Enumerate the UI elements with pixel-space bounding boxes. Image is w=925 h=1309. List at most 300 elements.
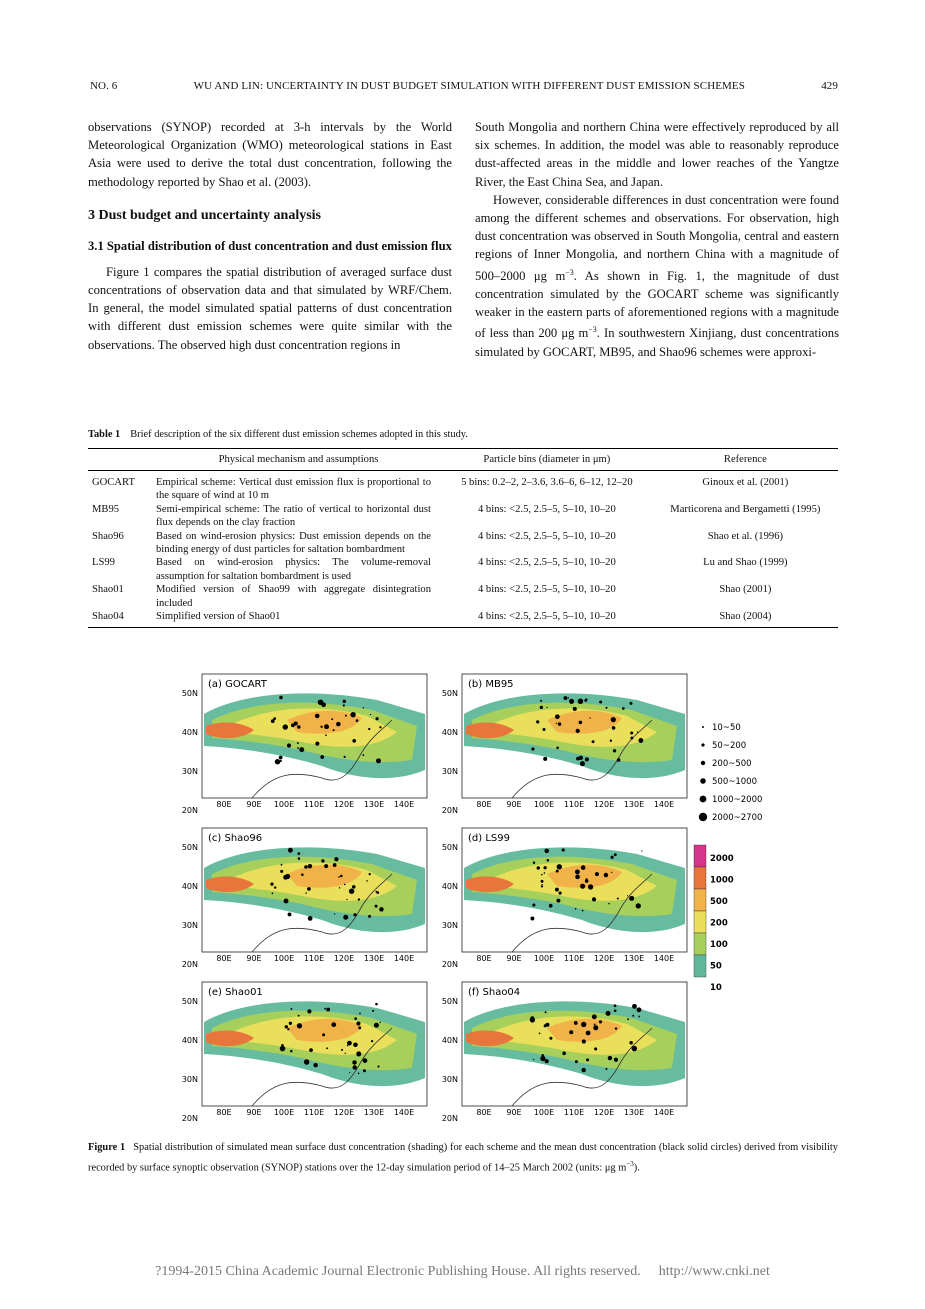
station-dot: [546, 859, 549, 862]
station-dot: [558, 722, 561, 725]
station-dot: [281, 864, 283, 866]
paragraph: Figure 1 compares the spatial distribution of averaged surface dust concentrations of observation data and that simulated by WRF/Chem. In general, the model simulated spatial patterns of dust concentration with different dust emission schemes were quite similar with the observations. The observed high dust concentration regions in: [88, 264, 452, 352]
station-dot: [630, 736, 633, 739]
station-dot: [556, 899, 560, 903]
station-dot: [271, 719, 275, 723]
panel-label: (a) GOCART: [208, 679, 267, 690]
station-dot: [279, 696, 283, 700]
station-dot: [325, 734, 327, 736]
station-dot: [290, 1008, 292, 1010]
station-dot: [345, 1053, 346, 1054]
station-dot: [379, 1022, 380, 1023]
station-dot: [605, 707, 607, 709]
station-dot: [285, 1025, 288, 1028]
station-dot: [352, 885, 356, 889]
lon-label: 130E: [623, 954, 645, 963]
station-dot: [290, 1050, 293, 1053]
station-dot: [617, 758, 621, 762]
colorbar-label: 500: [710, 897, 728, 907]
station-dot: [321, 702, 326, 707]
lat-label: 30N: [441, 921, 458, 930]
station-dot: [585, 879, 589, 883]
lat-label: 20N: [441, 1114, 458, 1123]
lon-label: 90E: [246, 954, 262, 963]
reference-cell: Shao (2004): [653, 610, 838, 628]
table-header: [88, 449, 156, 471]
lon-label: 140E: [393, 1108, 415, 1117]
station-dot: [595, 872, 599, 876]
lat-label: 20N: [441, 806, 458, 815]
station-dot: [349, 1072, 350, 1073]
station-dot: [307, 887, 311, 891]
colorbar-label: 2000: [710, 854, 734, 864]
station-dot: [636, 903, 641, 908]
station-dot: [344, 756, 346, 758]
station-dot: [324, 864, 328, 868]
station-dot: [309, 1048, 313, 1052]
station-dot: [576, 729, 580, 733]
station-dot: [322, 1033, 325, 1036]
station-dot: [594, 1047, 597, 1050]
right-column: [475, 118, 839, 361]
colorbar-segment: [694, 933, 706, 955]
station-dot: [611, 872, 612, 873]
table-header: Particle bins (diameter in μm): [441, 449, 653, 471]
station-dot: [288, 912, 292, 916]
station-dot: [622, 707, 625, 710]
station-dot: [280, 760, 282, 762]
station-dot: [363, 1058, 368, 1063]
station-dot: [557, 864, 562, 869]
station-dot: [297, 725, 300, 728]
station-dot: [599, 701, 602, 704]
legend-circle: [701, 743, 704, 746]
station-dot: [575, 869, 580, 874]
station-dot: [297, 852, 300, 855]
mechanism-cell: Simplified version of Shao01: [156, 610, 441, 628]
station-dot: [574, 1021, 578, 1025]
table-row: [88, 610, 838, 628]
station-dot: [374, 1023, 379, 1028]
station-dot: [530, 1017, 535, 1022]
lon-label: 130E: [363, 954, 385, 963]
bins-cell: 4 bins: <2.5, 2.5–5, 5–10, 10–20: [477, 530, 616, 542]
station-dot: [370, 714, 371, 715]
legend-circle: [699, 813, 707, 821]
station-dot: [580, 761, 585, 766]
station-dot: [588, 884, 593, 889]
station-dot: [326, 1047, 328, 1049]
lat-label: 30N: [181, 767, 198, 776]
station-dot: [585, 757, 589, 761]
mechanism-cell: Based on wind-erosion physics: Dust emission depends on the binding energy of dust particles for saltation bombardment: [156, 530, 431, 556]
station-dot: [287, 1028, 289, 1030]
station-dot: [326, 1008, 330, 1012]
scheme-name-cell: Shao04: [88, 610, 156, 628]
station-dot: [270, 882, 273, 885]
table-row: [88, 471, 838, 503]
station-dot: [592, 897, 596, 901]
table-header: Reference: [653, 449, 838, 471]
section-heading: 3 Dust budget and uncertainty analysis: [88, 207, 321, 223]
lat-label: 40N: [181, 728, 198, 737]
station-dot: [301, 873, 304, 876]
station-dot: [617, 897, 619, 899]
legend-circle: [702, 726, 704, 728]
table-caption: Table 1 Brief description of the six different dust emission schemes adopted in this study.: [88, 429, 468, 440]
reference-cell: Marticorena and Bergametti (1995): [670, 503, 821, 515]
lon-label: 140E: [653, 800, 675, 809]
station-dot: [343, 915, 348, 920]
station-dot: [531, 747, 534, 750]
station-dot: [372, 1010, 374, 1012]
bins-cell: 4 bins: <2.5, 2.5–5, 5–10, 10–20: [477, 503, 616, 515]
lon-label: 110E: [563, 1108, 585, 1117]
footer-url: http://www.cnki.net: [658, 1264, 770, 1279]
lon-label: 100E: [273, 1108, 295, 1117]
station-dot: [353, 1042, 358, 1047]
mechanism-cell: Semi-empirical scheme: The ratio of vertical to horizontal dust flux depends on the clay fraction: [156, 503, 431, 529]
lon-label: 140E: [393, 800, 415, 809]
scheme-name-cell: Shao01: [92, 584, 124, 596]
station-dot: [285, 874, 290, 879]
station-dot: [533, 1059, 534, 1060]
station-dot: [542, 884, 543, 885]
station-dot: [578, 699, 583, 704]
station-dot: [627, 895, 628, 896]
station-dot: [542, 728, 545, 731]
lon-label: 130E: [363, 800, 385, 809]
station-dot: [549, 1037, 552, 1040]
station-dot: [356, 719, 359, 722]
lon-label: 90E: [506, 800, 522, 809]
station-dot: [297, 747, 299, 749]
subsection-heading: 3.1 Spatial distribution of dust concentration and dust emission flux: [88, 238, 452, 253]
station-dot: [581, 1068, 585, 1072]
lon-label: 140E: [393, 954, 415, 963]
station-dot: [586, 1058, 589, 1061]
station-dot: [592, 740, 595, 743]
station-dot: [347, 1041, 352, 1046]
station-dot: [615, 1027, 617, 1029]
station-dot: [359, 1013, 361, 1015]
bins-cell: 5 bins: 0.2–2, 2–3.6, 3.6–6, 6–12, 12–20: [461, 477, 633, 488]
lon-label: 110E: [303, 1108, 325, 1117]
station-dot: [637, 1007, 642, 1012]
station-dot: [543, 757, 547, 761]
station-dot: [346, 899, 347, 900]
station-dot: [320, 726, 322, 728]
station-dot: [555, 714, 560, 719]
station-dot: [540, 700, 542, 702]
station-dot: [352, 739, 356, 743]
lat-label: 50N: [441, 843, 458, 852]
lon-label: 120E: [333, 1108, 355, 1117]
station-dot: [307, 1009, 311, 1013]
lon-label: 100E: [273, 954, 295, 963]
left-column: [88, 118, 452, 354]
station-dot: [611, 717, 616, 722]
station-dot: [613, 749, 616, 752]
station-dot: [638, 1016, 640, 1018]
lon-label: 130E: [363, 1108, 385, 1117]
station-dot: [358, 898, 360, 900]
figure-label: Figure 1: [88, 1142, 126, 1153]
station-dot: [315, 742, 319, 746]
lon-label: 120E: [593, 1108, 615, 1117]
station-dot: [358, 1073, 360, 1075]
station-dot: [641, 850, 642, 851]
lon-label: 80E: [216, 954, 232, 963]
bins-cell: 4 bins: <2.5, 2.5–5, 5–10, 10–20: [441, 610, 653, 628]
station-dot: [537, 866, 540, 869]
running-header: [90, 80, 838, 92]
station-dot: [287, 743, 291, 747]
lat-label: 40N: [441, 882, 458, 891]
station-dot: [294, 721, 298, 725]
lon-label: 120E: [593, 954, 615, 963]
station-dot: [304, 1059, 310, 1065]
legend-label: 10~50: [712, 723, 741, 733]
station-dot: [334, 913, 335, 914]
station-dot: [564, 696, 568, 700]
station-dot: [543, 866, 546, 869]
station-dot: [275, 759, 280, 764]
bins-cell: 4 bins: <2.5, 2.5–5, 5–10, 10–20: [477, 557, 616, 569]
lon-label: 110E: [303, 954, 325, 963]
station-dot: [630, 702, 633, 705]
station-dot: [366, 880, 368, 882]
colorbar-label: 1000: [710, 875, 734, 886]
lon-label: 120E: [333, 800, 355, 809]
colorbar-segment: [694, 911, 706, 933]
lat-label: 30N: [441, 1075, 458, 1084]
station-dot: [368, 728, 370, 730]
station-dot: [333, 729, 335, 731]
station-dot: [540, 1056, 545, 1061]
copyright: ?1994-2015 China Academic Journal Electronic Publishing House. All rights reserved.: [155, 1264, 641, 1279]
station-dot: [375, 905, 378, 908]
mechanism-cell: Based on wind-erosion physics: The volume-removal assumption for saltation bombardment is used: [156, 557, 431, 582]
legend-label: 2000~2700: [712, 813, 762, 823]
station-dot: [536, 720, 539, 723]
station-dot: [581, 865, 586, 870]
legend-label: 1000~2000: [712, 795, 762, 805]
station-dot: [297, 742, 299, 744]
lon-label: 80E: [476, 1108, 492, 1117]
lon-label: 130E: [623, 1108, 645, 1117]
station-dot: [376, 758, 381, 763]
station-dot: [308, 864, 312, 868]
station-dot: [356, 1051, 361, 1056]
station-dot: [541, 874, 543, 876]
station-dot: [604, 873, 608, 877]
station-dot: [569, 699, 574, 704]
scheme-name-cell: Shao96: [92, 530, 124, 542]
lon-label: 120E: [593, 800, 615, 809]
lat-label: 40N: [441, 1036, 458, 1045]
station-dot: [545, 1023, 549, 1027]
reference-cell: Ginoux et al. (2001): [702, 477, 789, 488]
station-dot: [321, 859, 324, 862]
lon-label: 80E: [476, 954, 492, 963]
station-dot: [371, 1040, 373, 1042]
lat-label: 50N: [181, 843, 198, 852]
station-dot: [569, 1030, 573, 1034]
reference-cell: Shao et al. (1996): [707, 530, 784, 542]
lon-label: 140E: [653, 1108, 675, 1117]
station-dot: [581, 1022, 586, 1027]
station-dot: [375, 891, 377, 893]
station-dot: [610, 856, 613, 859]
panel-label: (f) Shao04: [468, 987, 521, 998]
station-dot: [308, 916, 313, 921]
station-dot: [545, 1011, 547, 1013]
paragraph: However, considerable differences in dust concentration were found among the different schemes and observations. For observation, high dust concentration was observed in South Mongolia, central and eastern regions of Inner Mongolia, and northern China with a magnitude of 500–2000 μg $m^{-3}$. As shown in Fig. 1, the magnitude of dust concentration simulated by the GOCART scheme was significantly weaker in the eastern parts of aforementioned regions with a magnitude of less than 200 μg $m^{-3}$. In southwestern Xinjiang, dust concentrations simulated by GOCART, MB95, and Shao96 schemes were approxi-: [475, 192, 839, 359]
station-dot: [363, 707, 364, 708]
paragraph: South Mongolia and northern China were effectively reproduced by all six schemes. In addition, the model was able to reasonably reproduce dust-affected areas in the middle and lower reaches of the Yangtze River, the East China Sea, and Japan.: [475, 120, 839, 189]
scheme-name-cell: MB95: [92, 503, 120, 515]
station-dot: [582, 910, 584, 912]
station-dot: [353, 1065, 357, 1069]
lon-label: 90E: [506, 954, 522, 963]
table-label: Table 1: [88, 429, 121, 440]
station-dot: [344, 884, 346, 886]
mechanism-cell: Modified version of Shao99 with aggregate disintegration included: [156, 584, 431, 609]
station-dot: [562, 848, 565, 851]
panel-label: (e) Shao01: [208, 987, 263, 998]
station-dot: [299, 747, 304, 752]
lat-label: 30N: [441, 767, 458, 776]
legend-label: 200~500: [712, 759, 752, 769]
station-dot: [627, 1018, 629, 1020]
station-dot: [594, 1023, 596, 1025]
lat-label: 40N: [181, 882, 198, 891]
station-dot: [530, 917, 534, 921]
colorbar-label: 100: [710, 940, 728, 950]
station-dot: [354, 1017, 357, 1020]
station-dot: [313, 1063, 317, 1067]
station-dot: [584, 699, 587, 702]
station-dot: [533, 862, 535, 864]
reference-cell: Shao (2001): [719, 584, 772, 596]
station-dot: [304, 865, 307, 868]
station-dot: [532, 903, 535, 906]
station-dot: [363, 1069, 366, 1072]
lon-label: 90E: [246, 1108, 262, 1117]
lon-label: 80E: [476, 800, 492, 809]
issue-number: NO. 6: [90, 80, 118, 92]
station-dot: [288, 848, 293, 853]
station-dot: [630, 731, 633, 734]
reference-cell: Lu and Shao (1999): [703, 557, 788, 569]
mechanism-cell: Empirical scheme: Vertical dust emission flux is proportional to the square of wind at 10 m: [156, 477, 431, 502]
colorbar-segment: [694, 889, 706, 911]
lon-label: 130E: [623, 800, 645, 809]
lat-label: 20N: [181, 1114, 198, 1123]
station-dot: [541, 880, 544, 883]
legend-label: 500~1000: [712, 777, 757, 787]
figure-caption: Figure 1 Spatial distribution of simulated mean surface dust concentration (shading) for each scheme and the mean dust concentration (black solid circles) derived from visibility recorded by surface synoptic observation (SYNOP) stations over the 12-day simulation period of 14–25 March 2002 (units: μg $m^{-3}$).: [88, 1142, 839, 1174]
station-dot: [347, 1045, 348, 1046]
station-dot: [289, 1022, 292, 1025]
station-dot: [614, 853, 617, 856]
colorbar-label: 200: [710, 918, 728, 929]
station-dot: [356, 1021, 360, 1025]
lon-label: 100E: [273, 800, 295, 809]
station-dot: [610, 740, 612, 742]
lat-label: 50N: [441, 997, 458, 1006]
lon-label: 110E: [563, 954, 585, 963]
station-dot: [562, 1052, 566, 1056]
scheme-name-cell: GOCART: [92, 477, 135, 488]
lon-label: 100E: [533, 1108, 555, 1117]
page-number: 429: [821, 80, 838, 92]
panel-label: (b) MB95: [468, 679, 514, 690]
lat-label: 20N: [181, 806, 198, 815]
station-dot: [343, 704, 345, 706]
lon-label: 140E: [653, 954, 675, 963]
lon-label: 100E: [533, 954, 555, 963]
station-dot: [297, 1023, 302, 1028]
station-dot: [331, 718, 333, 720]
station-dot: [612, 726, 616, 730]
station-dot: [350, 712, 355, 717]
lat-label: 50N: [441, 689, 458, 698]
station-dot: [345, 715, 347, 717]
lat-label: 20N: [441, 960, 458, 969]
station-dot: [632, 1004, 637, 1009]
station-dot: [376, 717, 379, 720]
station-dot: [580, 884, 585, 889]
table-header: Physical mechanism and assumptions: [156, 449, 441, 471]
station-dot: [568, 697, 569, 698]
colorbar-label: 10: [710, 983, 722, 993]
station-dot: [305, 892, 306, 893]
station-dot: [549, 904, 553, 908]
paragraph: observations (SYNOP) recorded at 3-h intervals by the World Meteorological Organization (WMO) meteorological stations in East Asia were used to derive the total dust concentration, following the methodology reported by Shao et al. (2003).: [88, 120, 452, 189]
station-dot: [343, 700, 346, 703]
running-title: WU AND LIN: UNCERTAINTY IN DUST BUDGET SIMULATION WITH DIFFERENT DUST EMISSION SCHEMES: [193, 80, 745, 92]
station-dot: [575, 875, 580, 880]
scheme-table: [88, 448, 838, 628]
lat-label: 30N: [181, 1075, 198, 1084]
station-dot: [605, 1068, 607, 1070]
station-dot: [608, 1056, 612, 1060]
station-dot: [315, 714, 320, 719]
station-dot: [637, 731, 638, 732]
table-row: [88, 556, 838, 583]
lon-label: 110E: [563, 800, 585, 809]
lat-label: 50N: [181, 997, 198, 1006]
table-row: [88, 583, 838, 610]
station-dot: [575, 908, 577, 910]
station-dot: [573, 707, 577, 711]
table-header-row: [88, 449, 838, 471]
station-dot: [541, 885, 543, 887]
station-dot: [614, 1058, 618, 1062]
station-dot: [349, 888, 354, 893]
legend-circle: [701, 761, 705, 765]
station-dot: [640, 741, 642, 743]
station-dot: [576, 757, 580, 761]
colorbar-segment: [694, 955, 706, 977]
scheme-name-cell: LS99: [92, 557, 115, 569]
station-dot: [298, 857, 301, 860]
station-dot: [377, 1065, 379, 1067]
colorbar-segment: [694, 867, 706, 889]
station-dot: [336, 722, 341, 727]
